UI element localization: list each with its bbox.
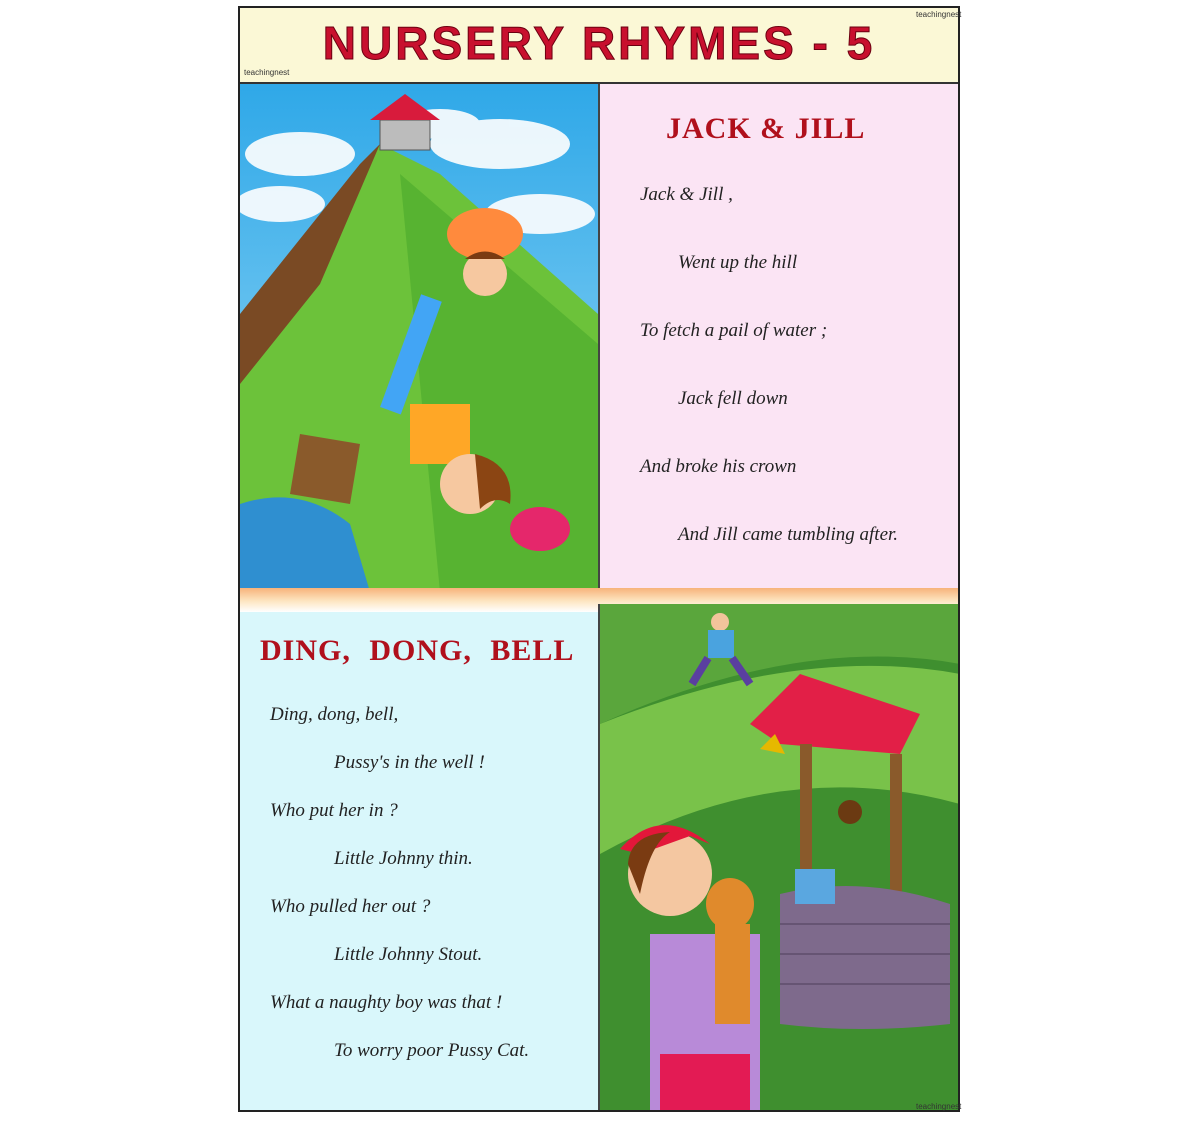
rhyme-line: Little Johnny thin. bbox=[334, 848, 473, 869]
rhyme-poster bbox=[238, 6, 960, 1112]
watermark: teachingnest bbox=[916, 1102, 962, 1111]
title-bar bbox=[240, 8, 962, 84]
rhyme-line: Went up the hill bbox=[678, 252, 798, 273]
rhyme-line: To fetch a pail of water ; bbox=[640, 320, 828, 341]
well-illustration bbox=[598, 604, 958, 1110]
ding-dong-bell-panel bbox=[240, 612, 598, 1110]
watermark: teachingnest bbox=[244, 68, 290, 77]
rhyme-line: Little Johnny Stout. bbox=[334, 944, 483, 965]
rhyme-line: Jack fell down bbox=[678, 388, 788, 409]
rhyme-line: Pussy's in the well ! bbox=[334, 752, 485, 773]
rhyme-line: To worry poor Pussy Cat. bbox=[334, 1040, 530, 1061]
jack-and-jill-panel bbox=[598, 84, 958, 592]
poster-title: NURSERY RHYMES - 5 bbox=[322, 17, 876, 69]
ding-dong-bell-title: DING, DONG, BELL bbox=[260, 634, 575, 667]
jack-and-jill-illustration bbox=[240, 84, 598, 592]
watermark: teachingnest bbox=[916, 10, 962, 19]
rhyme-line: Ding, dong, bell, bbox=[270, 704, 399, 725]
rhyme-line: Jack & Jill , bbox=[640, 184, 733, 205]
rhyme-line: What a naughty boy was that ! bbox=[270, 992, 503, 1013]
jack-and-jill-title: JACK & JILL bbox=[666, 112, 866, 145]
rhyme-line: And broke his crown bbox=[640, 456, 797, 477]
rhyme-line: Who put her in ? bbox=[270, 800, 398, 821]
rhyme-line: Who pulled her out ? bbox=[270, 896, 431, 917]
rhyme-line: And Jill came tumbling after. bbox=[678, 524, 899, 545]
